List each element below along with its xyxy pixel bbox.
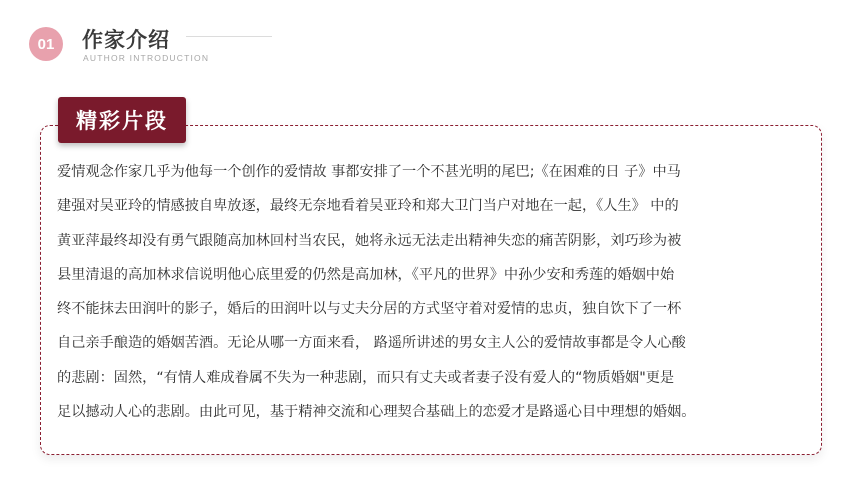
- excerpt-text: [57, 155, 792, 429]
- excerpt-line: 建强对吴亚玲的情感披自卑放逐，最终无奈地看着吴亚玲和郑大卫门当户对地在一起，《人生》 中的: [57, 198, 679, 215]
- excerpt-line: 爱情观念作家几乎为他每一个创作的爱情故 事都安排了一个不甚光明的尾巴;《在困难的日 子》中马: [57, 164, 681, 180]
- excerpt-line: 自己亲手酿造的婚姻苦酒。无论从哪一方面来看， 路遥所讲述的男女主人公的爱情故事都是令人心酸: [57, 335, 686, 352]
- excerpt-line: 的悲剧：固然，“有情人难成眷属不失为一种悲剧，而只有丈夫或者妻子没有爱人的“物质婚姻"更是: [57, 369, 675, 386]
- excerpt-line: 县里清退的高加林求信说明他心底里爱的仍然是高加林，《平凡的世界》中孙少安和秀莲的婚姻中始: [57, 266, 675, 283]
- section-subtitle: AUTHOR INTRODUCTION: [83, 53, 210, 63]
- excerpt-line: 足以撼动人心的悲剧。由此可见，基于精神交流和心理契合基础上的恋爱才是路遥心目中理想的婚姻。: [57, 404, 696, 421]
- excerpt-line: 终不能抹去田润叶的影子，婚后的田润叶以与丈夫分居的方式坚守着对爱情的忠贞，独自饮下了一杯: [57, 301, 682, 318]
- section-title: 作家介绍: [82, 28, 170, 52]
- excerpt-label: 精彩片段: [58, 97, 186, 143]
- section-number-badge: 01: [29, 27, 63, 61]
- excerpt-line: 黄亚萍最终却没有勇气跟随高加林回村当农民，她将永远无法走出精神失恋的痛苦阴影，刘巧珍为被: [57, 232, 682, 249]
- title-divider: [186, 36, 272, 37]
